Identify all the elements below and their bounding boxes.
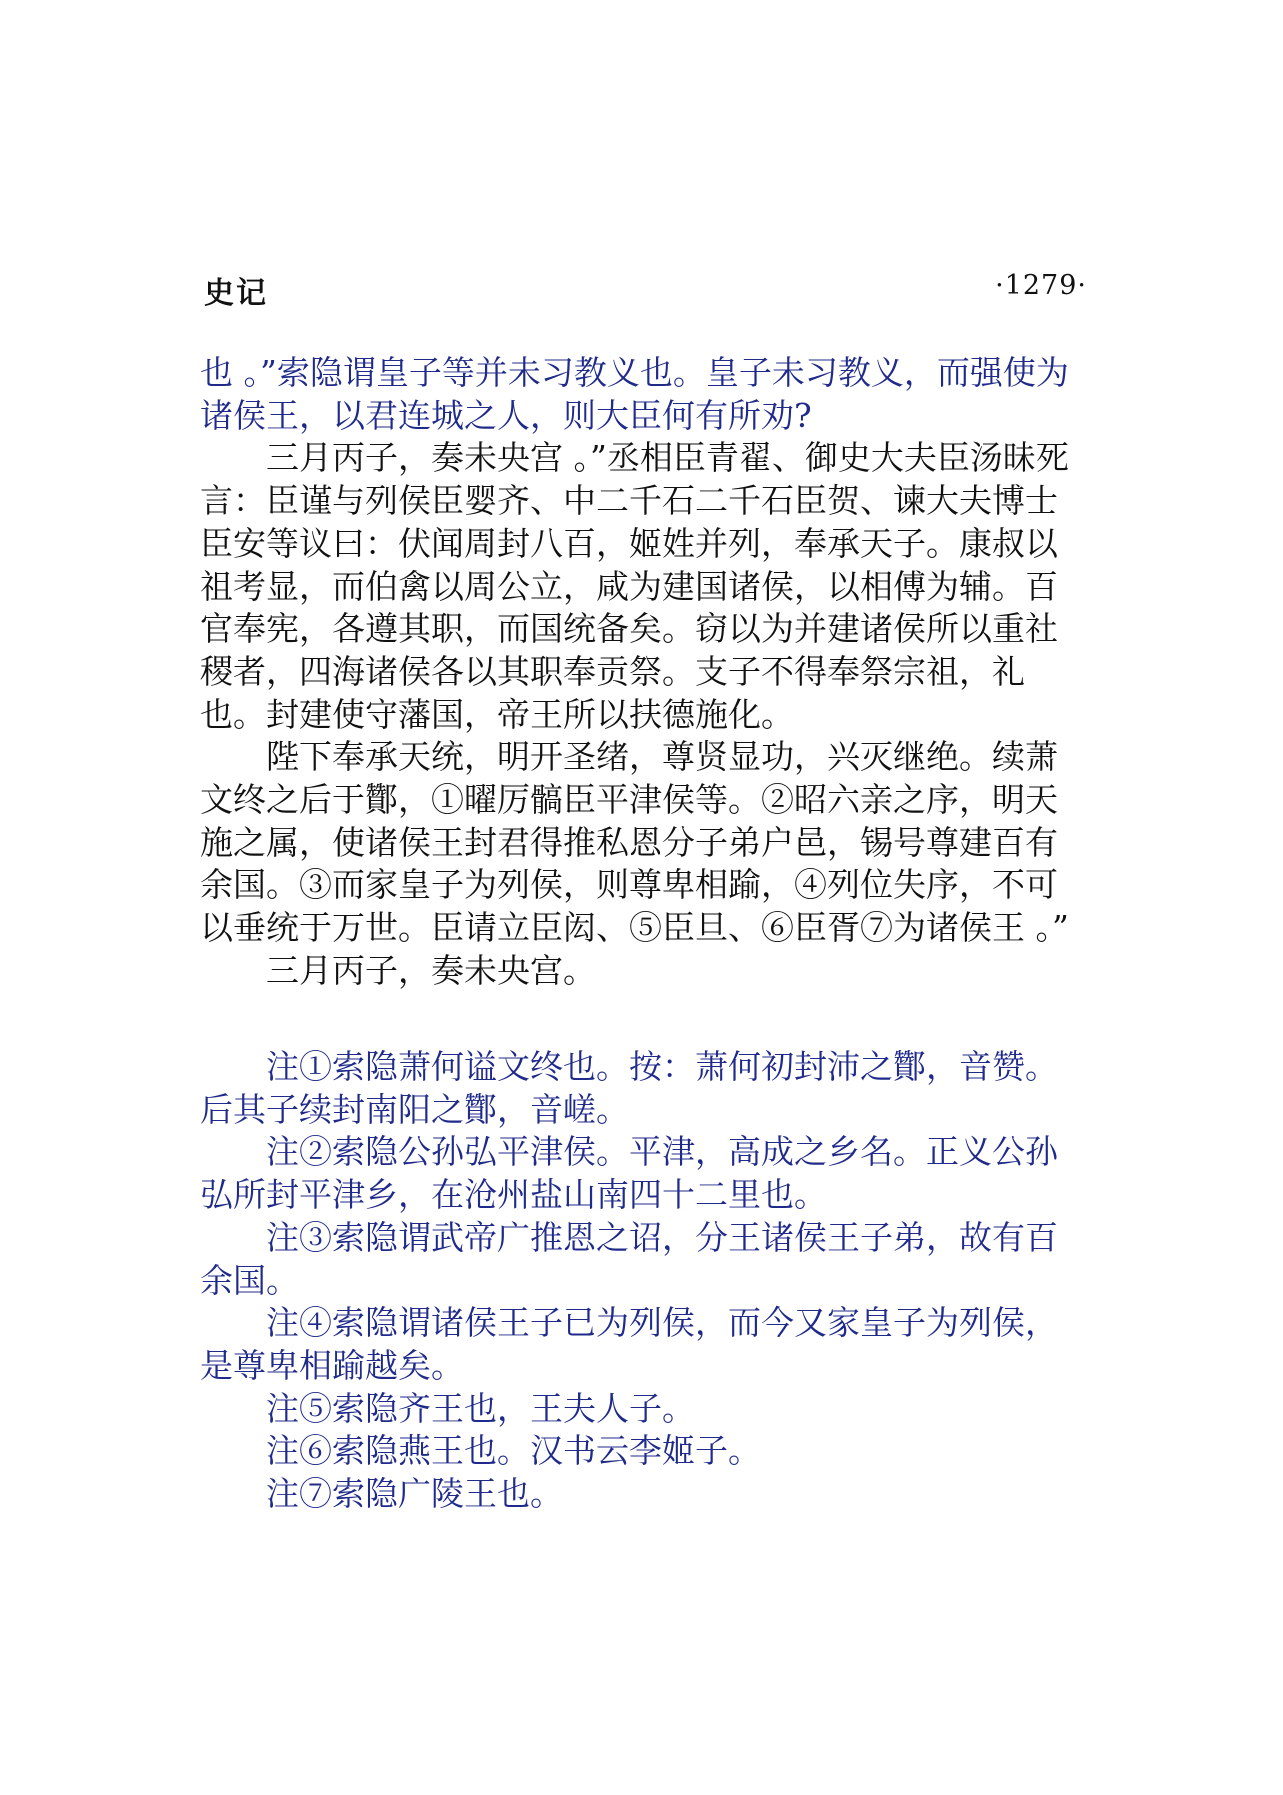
page-number: ·1279· xyxy=(995,270,1087,301)
main-text xyxy=(200,352,1084,993)
body-paragraph: 三月丙子，奏未央宫。 xyxy=(266,950,596,990)
footnote: 注⑥索隐燕王也。汉书云李姬子。 xyxy=(266,1431,761,1471)
body-paragraph: 陛下奉承天统，明开圣绪，尊贤显功，兴灭继绝。续萧文终之后于酇，①曜厉髇臣平津侯等。②昭六亲之序，明天施之属，使诸侯王封君得推私恩分子弟户邑，锡号尊建百有余国。③而家皇子为列侯，则尊卑相踰，④列位失序，不可以垂统于万世。臣请立臣闳、⑤臣旦、⑥臣胥⑦为诸侯王 。” xyxy=(200,737,1069,948)
footnote: 注①索隐萧何谥文终也。按：萧何初封沛之酇，音赞。后其子续封南阳之酇，音嵯。 xyxy=(200,1047,1058,1129)
footnote: 注⑦索隐广陵王也。 xyxy=(266,1474,563,1514)
body-paragraph: 三月丙子，奏未央宫 。”丞相臣青翟、御史大夫臣汤昧死言：臣谨与列侯臣婴齐、中二千石二千石臣贺、谏大夫博士臣安等议曰：伏闻周封八百，姬姓并列，奉承天子。康叔以祖考显，而伯禽以周公立，咸为建国诸侯，以相傅为辅。百官奉宪，各遵其职，而国统备矣。窃以为并建诸侯所以重社稷者，四海诸侯各以其职奉贡祭。支子不得奉祭宗祖，礼也。封建使守藩国，帝王所以扶德施化。 xyxy=(200,438,1069,734)
footnote: 注②索隐公孙弘平津侯。平津，高成之乡名。正义公孙弘所封平津乡，在沧州盐山南四十二里也。 xyxy=(200,1132,1058,1215)
footnote: 注⑤索隐齐王也，王夫人子。 xyxy=(266,1388,695,1428)
running-header-title: 史记 xyxy=(204,276,268,311)
commentary-paragraph: 也 。”索隐谓皇子等并未习教义也。皇子未习教义，而强使为诸侯王，以君连城之人，则大臣何有所劝? xyxy=(200,353,1069,435)
footnotes xyxy=(200,1046,1084,1516)
footnote: 注④索隐谓诸侯王子已为列侯，而今又家皇子为列侯，是尊卑相踰越矣。 xyxy=(200,1303,1058,1385)
footnote: 注③索隐谓武帝广推恩之诏，分王诸侯王子弟，故有百余国。 xyxy=(200,1217,1058,1300)
